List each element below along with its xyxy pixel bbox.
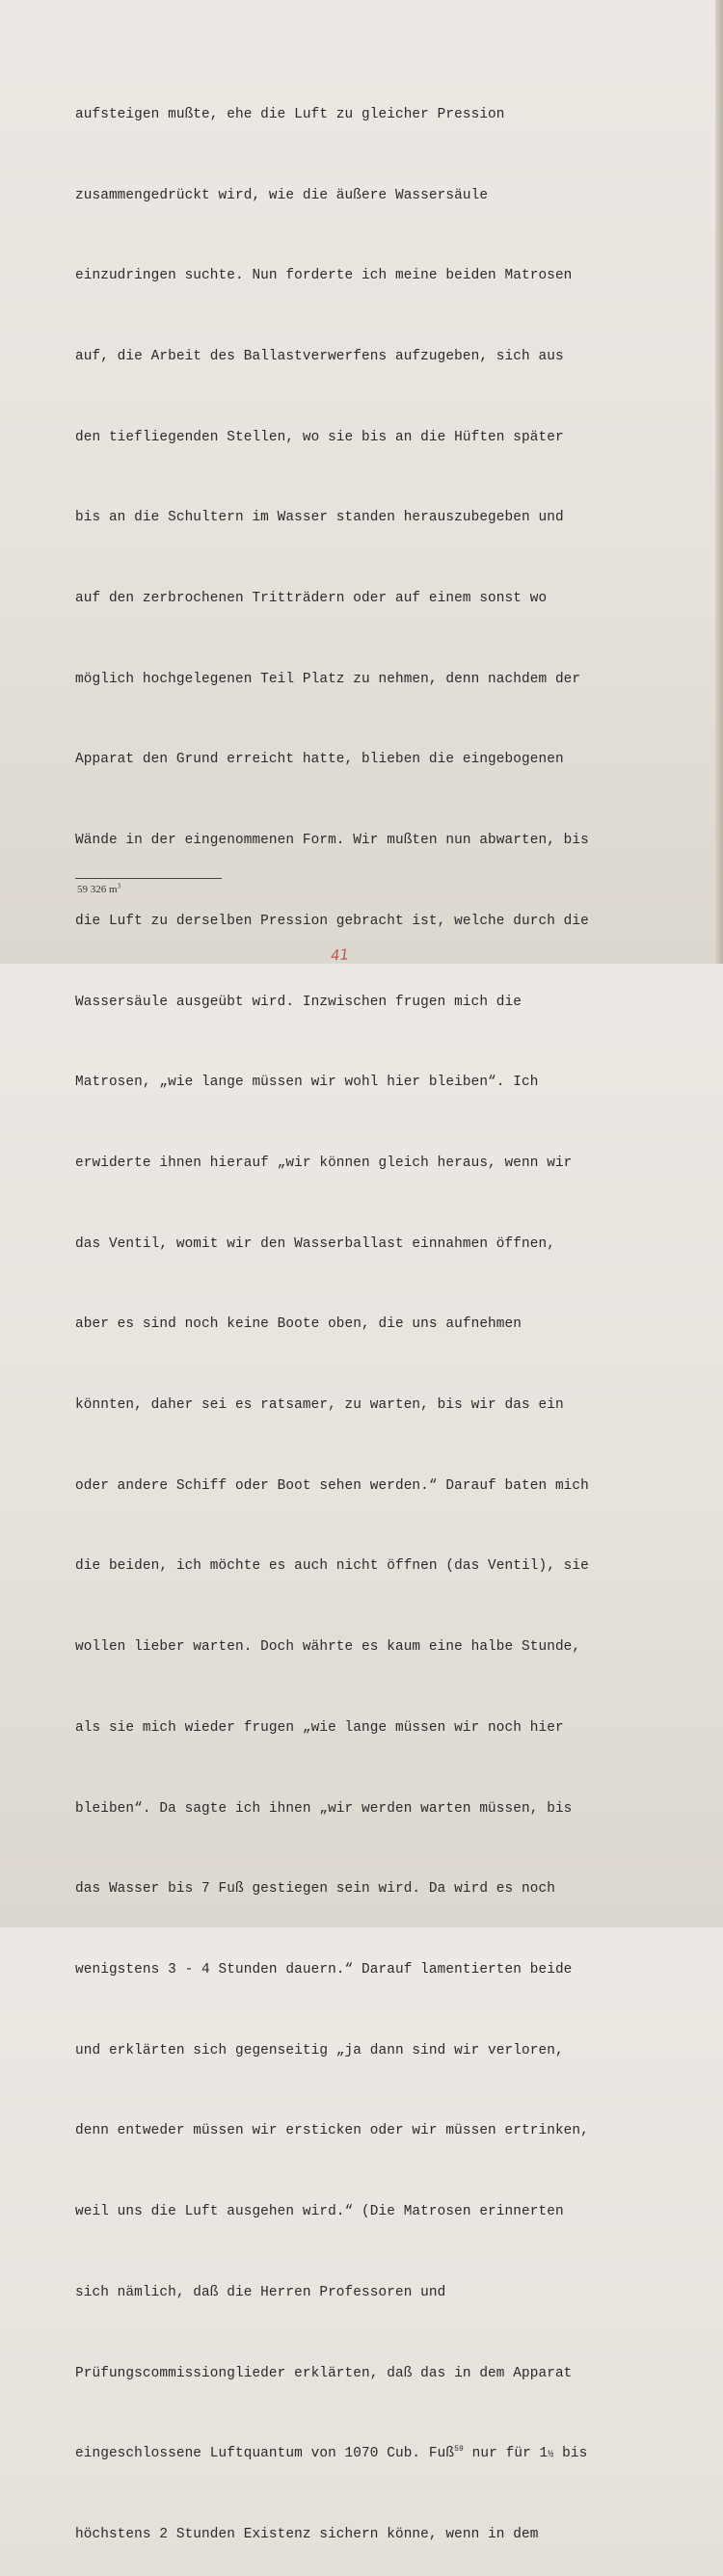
text-line: Apparat den Grund erreicht hatte, blieben die eingebogenen — [75, 752, 564, 768]
line-segment: nur für 1 — [463, 2446, 549, 2462]
line-segment: bis — [553, 2446, 588, 2462]
footnote-reference: 59 — [454, 2445, 464, 2455]
footnote-number: 59 — [77, 884, 88, 895]
text-line: aufsteigen mußte, ehe die Luft zu gleicher Pression — [75, 106, 505, 122]
footnote — [77, 884, 120, 895]
text-line: bleiben“. Da sagte ich ihnen „wir werden warten müssen, bis — [75, 1800, 573, 1817]
text-line: denn entweder müssen wir ersticken oder wir müssen ertrinken, — [75, 2123, 589, 2139]
text-line: einzudringen suchte. Nun forderte ich meine beiden Matrosen — [75, 268, 573, 284]
text-line: den tiefliegenden Stellen, wo sie bis an die Hüften später — [75, 429, 564, 445]
text-line: erwiderte ihnen hierauf „wir können gleich heraus, wenn wir — [75, 1155, 573, 1171]
text-line: auf den zerbrochenen Tritträdern oder auf einem sonst wo — [75, 591, 548, 607]
text-line: Matrosen, „wie lange müssen wir wohl hier bleiben“. Ich — [75, 1075, 539, 1091]
text-line: wenigstens 3 - 4 Stunden dauern.“ Darauf lamentierten beide — [75, 1961, 573, 1978]
text-line: höchstens 2 Stunden Existenz sichern könne, wenn in dem — [75, 2526, 539, 2542]
text-line: das Ventil, womit wir den Wasserballast einnahmen öffnen, — [75, 1235, 555, 1252]
footnote-text: 326 m — [88, 884, 118, 895]
text-line: oder andere Schiff oder Boot sehen werden.“ Darauf baten mich — [75, 1477, 589, 1494]
text-line: könnten, daher sei es ratsamer, zu warten, bis wir das ein — [75, 1397, 564, 1414]
text-line: die Luft zu derselben Pression gebracht ist, welche durch die — [75, 913, 589, 929]
text-line: aber es sind noch keine Boote oben, die uns aufnehmen — [75, 1316, 522, 1333]
line-segment: eingeschlossene Luftquantum von 1070 Cub. Fuß — [75, 2446, 455, 2462]
text-line: sich nämlich, daß die Herren Professoren und — [75, 2284, 446, 2300]
text-line: Wassersäule ausgeübt wird. Inzwischen frugen mich die — [75, 994, 522, 1010]
text-line: als sie mich wieder frugen „wie lange müssen wir noch hier — [75, 1719, 564, 1736]
text-line: auf, die Arbeit des Ballastverwerfens aufzugeben, sich aus — [75, 348, 564, 364]
text-line: bis an die Schultern im Wasser standen herauszubegeben und — [75, 510, 564, 526]
text-line: weil uns die Luft ausgehen wird.“ (Die Matrosen erinnerten — [75, 2204, 564, 2220]
text-line: wollen lieber warten. Doch währte es kaum eine halbe Stunde, — [75, 1639, 581, 1656]
body-text — [75, 48, 692, 2576]
text-line: und erklärten sich gegenseitig „ja dann sind wir verloren, — [75, 2042, 564, 2058]
footnote-divider — [75, 878, 222, 879]
text-line: das Wasser bis 7 Fuß gestiegen sein wird. Da wird es noch — [75, 1881, 555, 1898]
fraction: ½ — [548, 2450, 554, 2461]
footnote-unit-exponent: 3 — [117, 882, 121, 890]
page-edge — [715, 0, 723, 964]
text-line: Wände in der eingenommenen Form. Wir mußten nun abwarten, bis — [75, 833, 589, 849]
text-line-footnote-ref — [75, 2441, 692, 2468]
text-line: möglich hochgelegenen Teil Platz zu nehmen, denn nachdem der — [75, 671, 581, 687]
text-line: Prüfungscommissionglieder erklärten, daß das in dem Apparat — [75, 2365, 573, 2381]
text-line: zusammengedrückt wird, wie die äußere Wassersäule — [75, 187, 489, 203]
page-number: 41 — [330, 945, 350, 965]
text-line: die beiden, ich möchte es auch nicht öffnen (das Ventil), sie — [75, 1558, 589, 1575]
